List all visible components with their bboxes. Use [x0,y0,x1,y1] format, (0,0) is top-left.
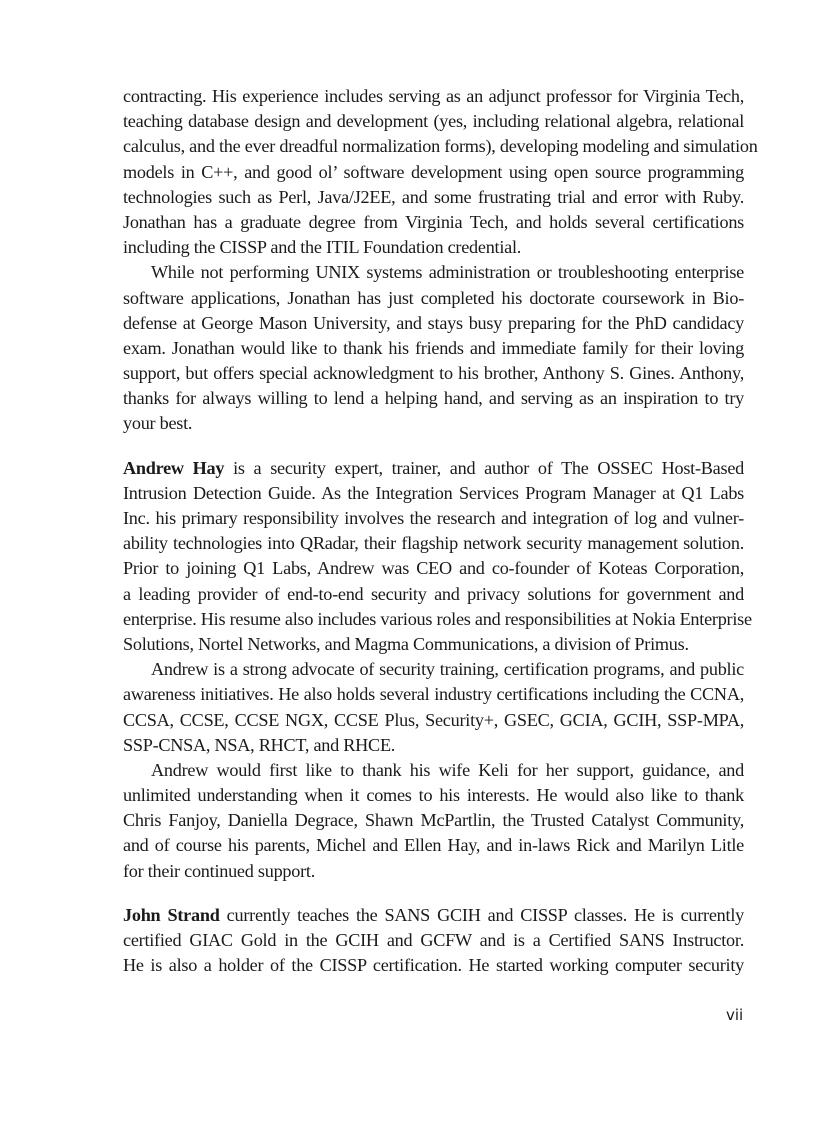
paragraph [123,260,744,436]
line-text: ability technologies into QRadar, their flagship network security management solution. [123,533,744,554]
text-line [123,657,744,682]
text-line [123,833,744,858]
author-name: Andrew Hay [123,457,225,478]
author-name: John Strand [123,904,220,925]
text-line [123,481,744,506]
line-text: a leading provider of end-to-end security and privacy solutions for government and [123,583,744,604]
text-line [123,134,758,159]
line-text: unlimited understanding when it comes to his interests. He would also like to thank [123,785,744,806]
text-line [123,386,744,411]
line-text: exam. Jonathan would like to thank his friends and immediate family for their loving [123,337,744,358]
line-text: software applications, Jonathan has just completed his doctorate coursework in Bio- [123,287,744,308]
text-line [123,160,744,185]
text-line [123,607,752,632]
text-line [123,210,744,235]
text-line [123,582,744,607]
line-text: thanks for always willing to lend a helping hand, and serving as an inspiration to try [123,388,744,409]
line-text: contracting. His experience includes serving as an adjunct professor for Virginia Tech, [123,86,744,106]
text-line [123,506,744,531]
line-text: While not performing UNIX systems administration or troubleshooting enterprise [151,262,744,283]
text-line [123,260,744,285]
text-line [123,411,744,436]
text-line [123,783,744,808]
text-line [123,311,744,336]
text-line [123,708,744,733]
line-text: Chris Fanjoy, Daniella Degrace, Shawn McPartlin, the Trusted Catalyst Community, [123,810,744,831]
text-line [123,733,744,758]
text-line [123,556,744,581]
text-line [123,682,744,707]
page-number: vii [726,1006,744,1024]
text-line [123,456,744,481]
text-line [123,109,744,134]
line-text: and of course his parents, Michel and Ellen Hay, and in-laws Rick and Marilyn Litle [123,835,744,856]
line-text: awareness initiatives. He also holds several industry certifications including the CCNA, [123,684,744,705]
line-text: Intrusion Detection Guide. As the Integration Services Program Manager at Q1 Labs [123,482,744,503]
text-line [123,84,744,109]
line-text: support, but offers special acknowledgment to his brother, Anthony S. Gines. Anthony, [123,363,744,384]
bio-section [123,84,758,437]
line-text: CCSA, CCSE, CCSE NGX, CCSE Plus, Security+, GSEC, GCIA, GCIH, SSP-MPA, [123,709,744,730]
body-text [123,84,758,997]
text-line [123,235,744,260]
line-text: He is also a holder of the CISSP certification. He started working computer security [123,955,744,976]
paragraph [123,903,744,979]
paragraph [123,456,752,658]
text-line [123,928,744,953]
line-text: calculus, and the ever dreadful normalization forms), developing modeling and simulation [123,136,758,157]
line-text: Solutions, Nortel Networks, and Magma Communications, a division of Primus. [123,633,689,654]
text-line [123,185,744,210]
line-text: including the CISSP and the ITIL Foundation credential. [123,237,522,258]
text-line [123,361,744,386]
line-text: Jonathan has a graduate degree from Virginia Tech, and holds several certifications [123,211,744,232]
text-line [123,808,744,833]
line-text: Andrew is a strong advocate of security training, certification programs, and public [151,659,744,680]
line-text: Inc. his primary responsibility involves the research and integration of log and vulner- [123,508,744,528]
line-text: defense at George Mason University, and stays busy preparing for the PhD candidacy [123,312,744,333]
line-text: technologies such as Perl, Java/J2EE, and some frustrating trial and error with Ruby. [123,186,744,207]
line-text: is a security expert, trainer, and author of The OSSEC Host-Based [224,457,744,478]
line-text: Andrew would first like to thank his wife Keli for her support, guidance, and [151,759,744,780]
text-line [123,859,744,884]
paragraph [123,758,744,884]
line-text: models in C++, and good ol’ software development using open source programming [123,161,744,182]
line-text: Prior to joining Q1 Labs, Andrew was CEO and co-founder of Koteas Corporation, [123,558,744,579]
line-text: teaching database design and development (yes, including relational algebra, relational [123,111,744,132]
line-text: certified GIAC Gold in the GCIH and GCFW and is a Certified SANS Instructor. [123,930,744,950]
text-line [123,632,744,657]
bio-section [123,456,752,884]
line-text: your best. [123,413,193,434]
text-line [123,336,744,361]
paragraph [123,84,758,260]
line-text: for their continued support. [123,860,316,881]
text-line [123,953,744,978]
line-text: SSP-CNSA, NSA, RHCT, and RHCE. [123,734,396,755]
bio-section [123,903,744,979]
text-line [123,531,744,556]
text-line [123,903,744,928]
line-text: enterprise. His resume also includes various roles and responsibilities at Nokia Enterprise [123,608,752,629]
paragraph [123,657,744,758]
text-line [123,286,744,311]
line-text: currently teaches the SANS GCIH and CISSP classes. He is currently [219,904,744,925]
text-line [123,758,744,783]
